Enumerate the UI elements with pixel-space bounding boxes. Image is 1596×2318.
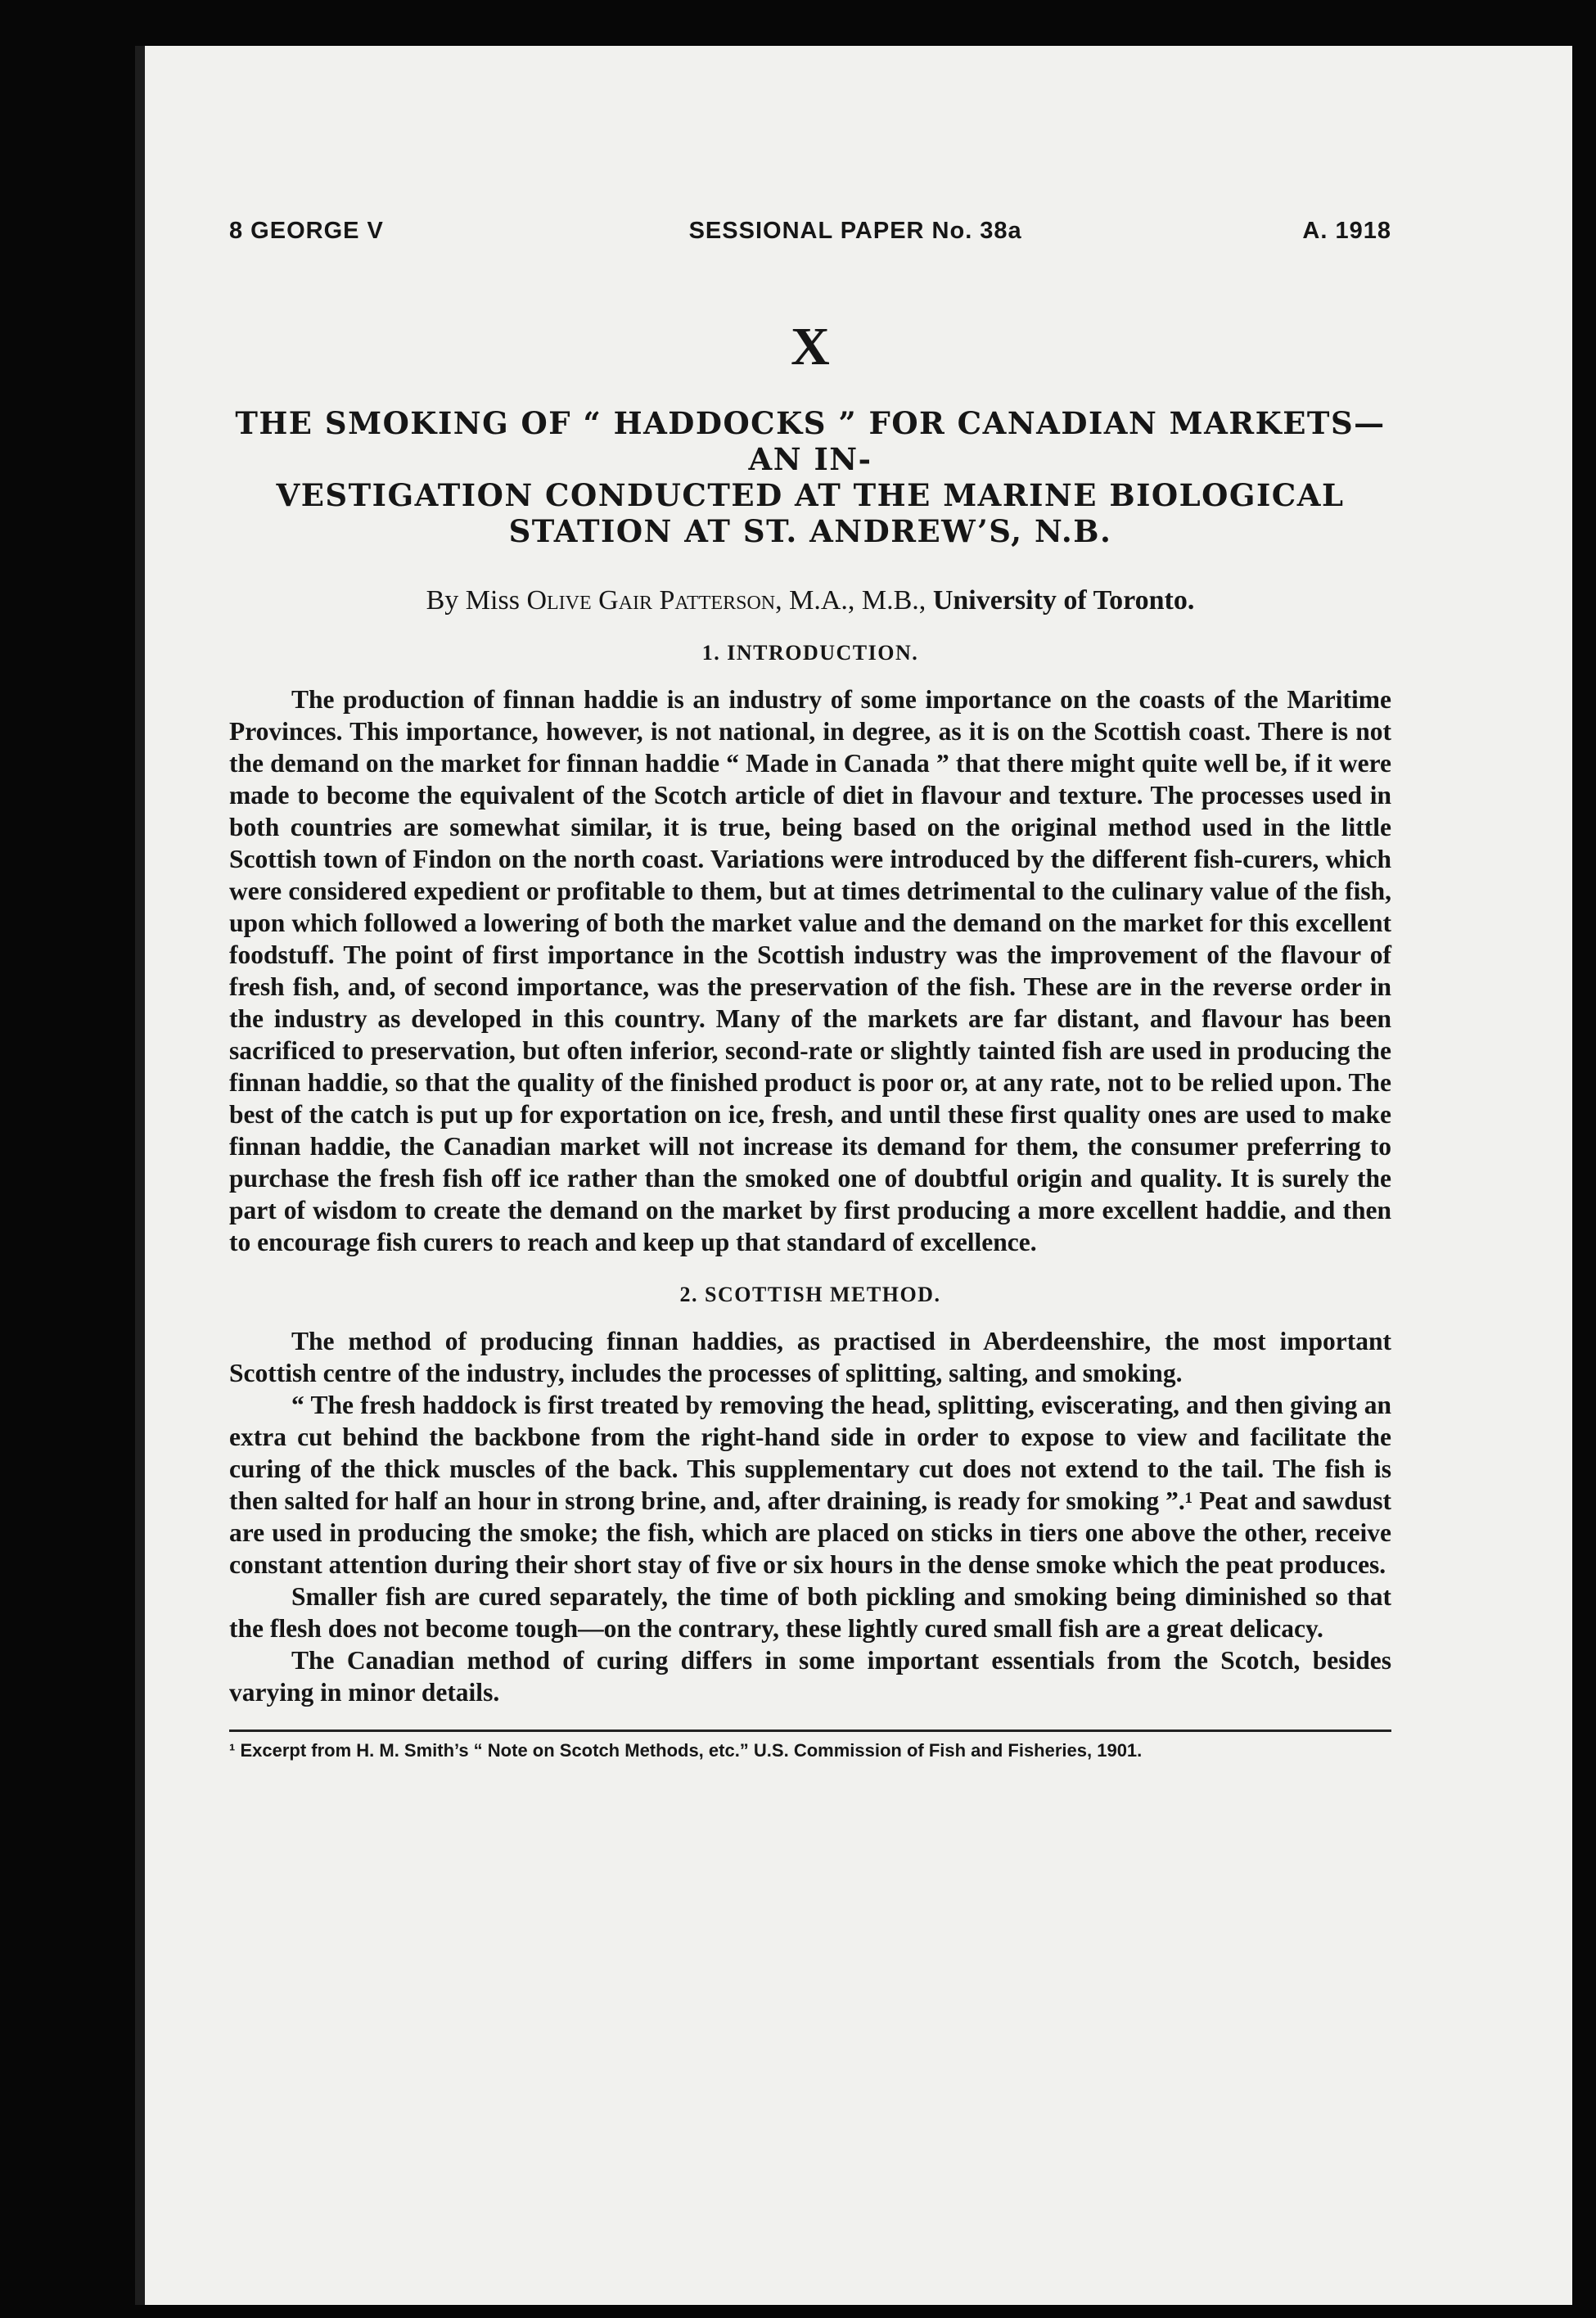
page-gutter-shadow <box>135 46 145 2305</box>
paragraph-canadian-method: The Canadian method of curing differs in some important essentials from the Scotch, besides varying in minor details. <box>229 1646 1391 1707</box>
running-header <box>229 218 1391 245</box>
page-content <box>229 218 1391 1763</box>
article-title <box>229 405 1391 549</box>
title-line: THE SMOKING OF “ HADDOCKS ” FOR CANADIAN MARKETS—AN IN- <box>235 405 1386 477</box>
byline-affiliation: University of Toronto. <box>932 585 1195 616</box>
footnote-divider <box>229 1729 1391 1732</box>
byline <box>229 585 1391 616</box>
header-year: A. 1918 <box>1302 218 1391 244</box>
section-heading-scottish-method: 2. SCOTTISH METHOD. <box>679 1283 941 1306</box>
section-heading-introduction: 1. INTRODUCTION. <box>701 641 919 665</box>
chapter-number: X <box>791 317 830 377</box>
document-page <box>135 46 1572 2305</box>
byline-prefix: By Miss <box>426 585 527 616</box>
header-regnal-year: 8 GEORGE V <box>229 218 384 244</box>
paragraph-method-quote: “ The fresh haddock is first treated by removing the head, splitting, eviscerating, and then giving an extra cut behind the backbone from the right-hand side in order to expose to view and facilitate the curing of the thick muscles of the back. This supplementary cut does not extend to the tail. The fish is then salted for half an hour in strong brine, and, after draining, is ready for smoking ”.¹ Peat and sawdust are used in producing the smoke; the fish, which are placed on sticks in tiers one above the other, receive constant attention during their short stay of five or six hours in the dense smoke which the peat produces. <box>229 1391 1391 1579</box>
title-line: VESTIGATION CONDUCTED AT THE MARINE BIOLOGICAL <box>276 477 1345 513</box>
title-line: STATION AT ST. ANDREW’S, N.B. <box>508 513 1112 549</box>
header-sessional-paper: SESSIONAL PAPER No. 38a <box>688 218 1022 244</box>
paragraph-small-fish: Smaller fish are cured separately, the time of both pickling and smoking being diminished so that the flesh does not become tough—on the contrary, these lightly cured small fish are a great delicacy. <box>229 1582 1391 1643</box>
byline-degrees: , M.A., M.B., <box>775 585 933 616</box>
paragraph-method-overview: The method of producing finnan haddies, as practised in Aberdeenshire, the most important Scottish centre of the industry, includes the processes of splitting, salting, and smoking. <box>229 1327 1391 1387</box>
footnote: ¹ Excerpt from H. M. Smith’s “ Note on Scotch Methods, etc.” U.S. Commission of Fish and Fisheries, 1901. <box>229 1740 1143 1761</box>
paragraph-introduction: The production of finnan haddie is an industry of some importance on the coasts of the Maritime Provinces. This importance, however, is not national, in degree, as it is on the Scottish coast. There is not the demand on the market for finnan haddie “ Made in Canada ” that there might quite well be, if it were made to become the equivalent of the Scotch article of diet in flavour and texture. The processes used in both countries are somewhat similar, it is true, being based on the original method used in the little Scottish town of Findon on the north coast. Variations were introduced by the different fish-curers, which were considered expedient or profitable to them, but at times detrimental to the culinary value of the fish, upon which followed a lowering of both the market value and the demand on the market for this excellent foodstuff. The point of first importance in the Scottish industry was the improvement of the flavour of fresh fish, and, of second importance, was the preservation of the fish. These are in the reverse order in the industry as developed in this country. Many of the markets are far distant, and flavour has been sacrificed to preservation, but often inferior, second-rate or slightly tainted fish are used in producing the finnan haddie, so that the quality of the finished product is poor or, at any rate, not to be relied upon. The best of the catch is put up for exportation on ice, fresh, and until these first quality ones are used to make finnan haddie, the Canadian market will not increase its demand for them, the consumer preferring to purchase the fresh fish off ice rather than the smoked one of doubtful origin and quality. It is surely the part of wisdom to create the demand on the market by first producing a more excellent haddie, and then to encourage fish curers to reach and keep up that standard of excellence. <box>229 685 1391 1256</box>
byline-author: Olive Gair Patterson <box>526 585 776 616</box>
